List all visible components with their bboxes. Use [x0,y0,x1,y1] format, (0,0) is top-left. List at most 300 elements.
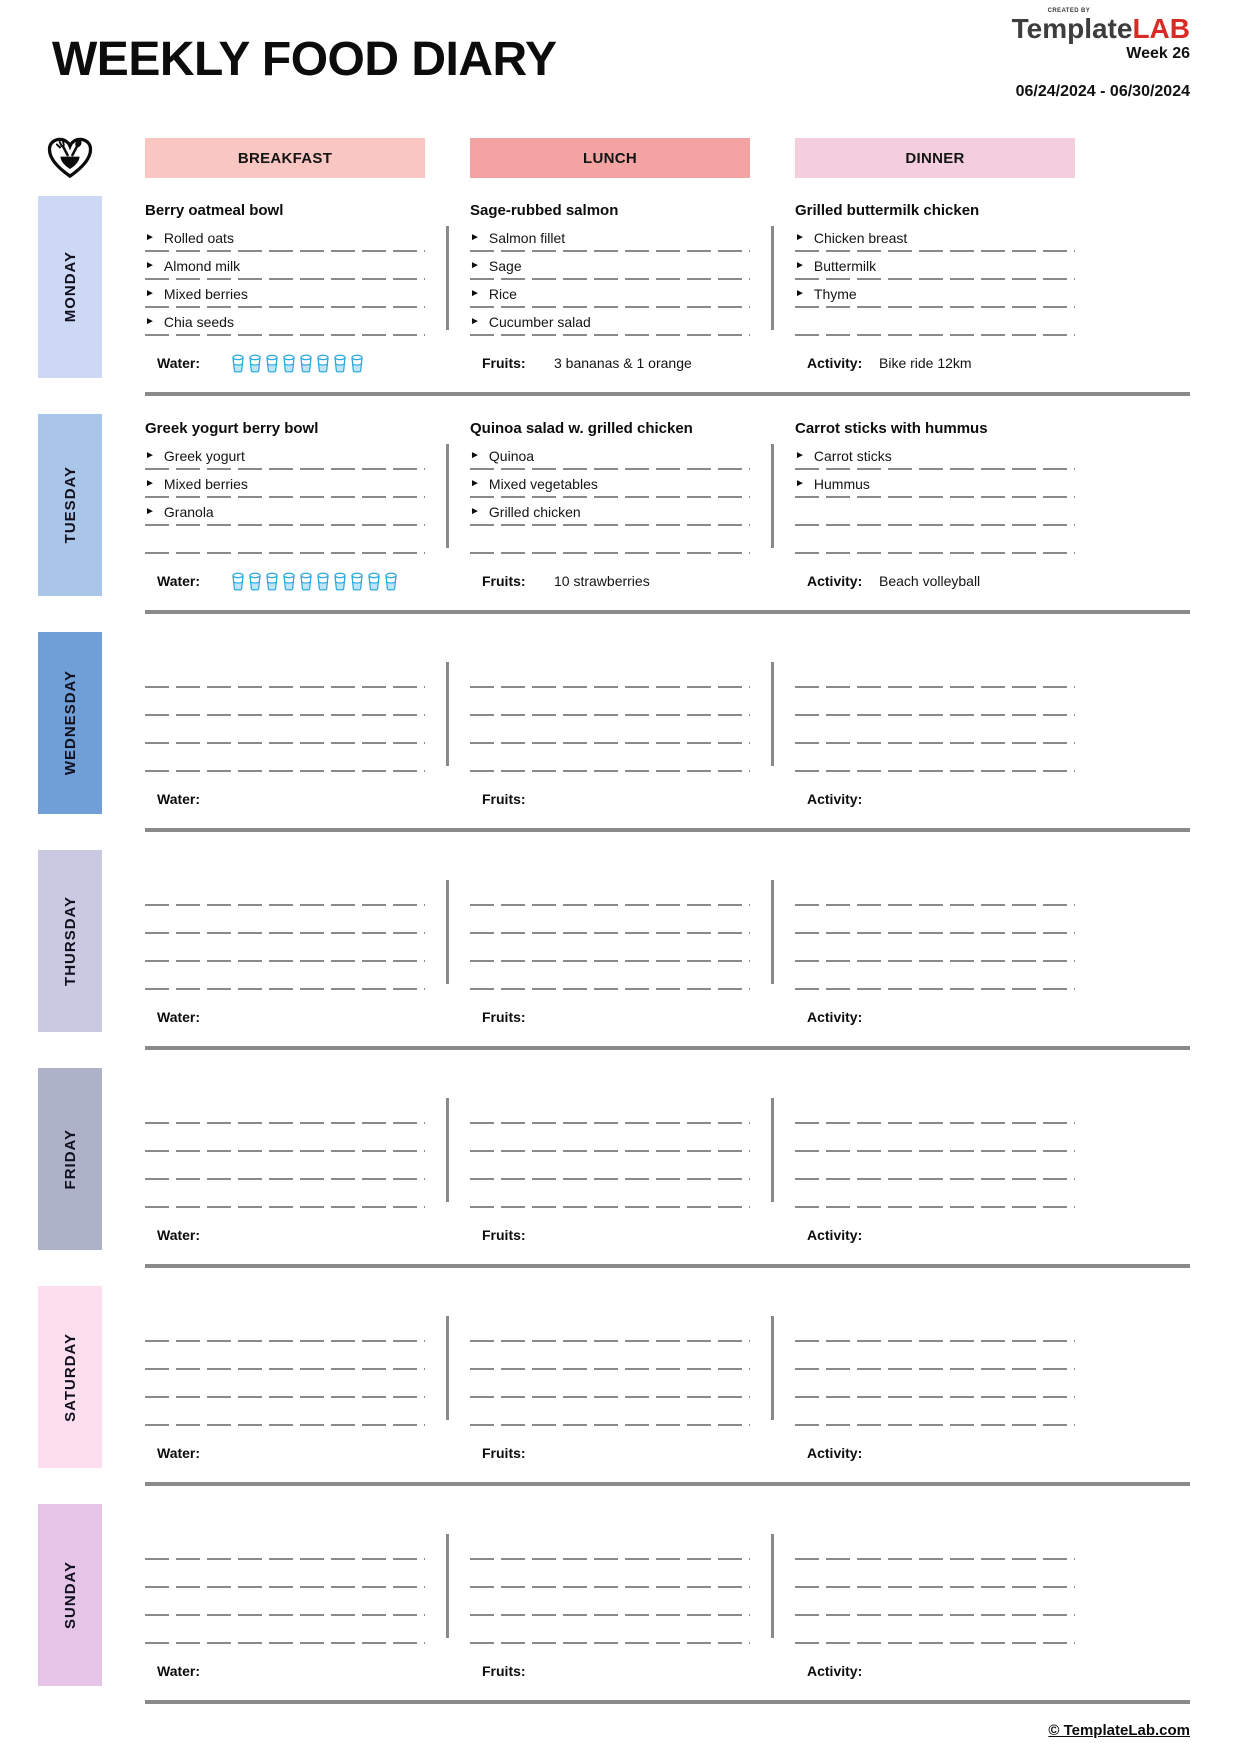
entry-line [470,526,750,554]
meal-title [795,1286,1075,1314]
bullet-icon: ► [470,288,480,299]
entry-line [145,1370,425,1398]
day-row-monday [38,196,1240,378]
water-glass-icon [282,354,296,373]
bullet-icon: ► [145,260,155,271]
entry-line [470,934,750,962]
day-divider [145,1046,1190,1050]
activity-label: Activity: [807,1663,863,1679]
day-content-sunday [145,1504,1240,1686]
entry-line [795,962,1075,990]
bullet-icon: ► [470,478,480,489]
day-name: MONDAY [61,251,79,323]
water-glass-icon [299,572,313,591]
column-separator [771,226,774,330]
entry-line [795,1398,1075,1426]
water-glasses [231,354,364,373]
day-name: SATURDAY [61,1332,79,1422]
entry-line [145,442,425,470]
water-label: Water: [157,791,201,807]
water-label: Water: [157,1009,201,1025]
meal-title [470,1068,750,1096]
meals-row [145,196,1240,336]
water-label: Water: [157,355,201,371]
meal-title [145,1504,425,1532]
entry-line [795,688,1075,716]
meal-cell-breakfast [145,850,425,990]
entry-line [470,1152,750,1180]
day-section-monday [38,196,1240,396]
meal-cell-lunch [470,1504,750,1644]
day-row-saturday [38,1286,1240,1468]
water-glass-icon [265,354,279,373]
column-separator [446,1098,449,1202]
meal-cell-breakfast [145,632,425,772]
water-glass-icon [231,354,245,373]
fruits-cell [470,1663,750,1679]
water-cell [145,1445,425,1461]
entry-line [470,744,750,772]
meal-cell-lunch [470,414,750,554]
fruits-value: 3 bananas & 1 orange [554,355,692,371]
activity-cell [795,1009,1075,1025]
column-separator [771,662,774,766]
water-glass-icon [282,572,296,591]
meal-cell-breakfast [145,1068,425,1208]
column-header-row [38,136,1240,180]
column-separator [771,1534,774,1638]
water-glass-icon [248,354,262,373]
entry-line [470,1588,750,1616]
meal-cell-lunch [470,632,750,772]
bullet-icon: ► [145,232,155,243]
activity-label: Activity: [807,355,863,371]
fruits-cell [470,791,750,807]
day-content-friday [145,1068,1240,1250]
column-separator [446,662,449,766]
day-summary-row [145,1656,1240,1686]
entry-line [470,660,750,688]
activity-label: Activity: [807,1445,863,1461]
entry-line [145,1314,425,1342]
day-section-tuesday [38,414,1240,614]
entry-line [470,1314,750,1342]
day-label-wednesday [38,632,102,814]
entry-line [795,280,1075,308]
day-summary-row [145,784,1240,814]
day-section-saturday [38,1286,1240,1486]
bullet-icon: ► [795,450,805,461]
heart-cell [38,137,102,179]
day-content-wednesday [145,632,1240,814]
templatelab-logo[interactable] [1011,8,1190,44]
bullet-icon: ► [795,288,805,299]
entry-line [470,442,750,470]
meal-cell-lunch [470,850,750,990]
entry-line [795,660,1075,688]
water-cell [145,1227,425,1243]
entry-line [145,1096,425,1124]
day-section-wednesday [38,632,1240,832]
column-header-lunch: LUNCH [470,138,750,178]
day-name: WEDNESDAY [61,670,79,776]
column-separator [771,880,774,984]
bullet-icon: ► [145,478,155,489]
meal-title [145,850,425,878]
entry-line [470,280,750,308]
bullet-icon: ► [795,232,805,243]
meal-cell-breakfast [145,196,425,336]
entry-line [145,1152,425,1180]
entry-line [470,1532,750,1560]
bullet-icon: ► [145,316,155,327]
entry-line [795,1532,1075,1560]
day-content-monday [145,196,1240,378]
day-label-monday [38,196,102,378]
column-separator [771,444,774,548]
column-separator [446,880,449,984]
meal-cell-dinner [795,1286,1075,1426]
entry-line [470,688,750,716]
entry-line [795,1616,1075,1644]
entry-line [145,1342,425,1370]
meal-title: Sage-rubbed salmon [470,201,619,219]
entry-line [795,744,1075,772]
meal-title [470,632,750,660]
activity-cell [795,791,1075,807]
item-text: Carrot sticks [813,448,892,464]
column-separator [446,226,449,330]
item-text: Cucumber salad [488,314,591,330]
entry-line [470,1342,750,1370]
meal-cell-lunch [470,1068,750,1208]
meal-cell-lunch [470,196,750,336]
water-glass-icon [384,572,398,591]
day-divider [145,1264,1190,1268]
water-glass-icon [350,354,364,373]
entry-line [470,224,750,252]
meal-title [795,1068,1075,1096]
column-separator [446,444,449,548]
bullet-icon: ► [470,232,480,243]
water-label: Water: [157,573,201,589]
entry-line [470,1096,750,1124]
day-content-tuesday [145,414,1240,596]
entry-line [795,1342,1075,1370]
entry-line [145,962,425,990]
meal-title: Quinoa salad w. grilled chicken [470,419,693,437]
water-glass-icon [350,572,364,591]
day-label-saturday [38,1286,102,1468]
water-glass-icon [316,354,330,373]
meal-title [470,1286,750,1314]
entry-line [470,308,750,336]
entry-line [795,1124,1075,1152]
meals-row [145,1504,1240,1644]
day-content-saturday [145,1286,1240,1468]
day-summary-row [145,566,1240,596]
day-divider [145,392,1190,396]
day-summary-row [145,348,1240,378]
entry-line [145,526,425,554]
day-section-friday [38,1068,1240,1268]
entry-line [795,1588,1075,1616]
bullet-icon: ► [795,260,805,271]
entry-line [145,688,425,716]
entry-line [795,934,1075,962]
activity-cell [795,1445,1075,1461]
bullet-icon: ► [470,450,480,461]
entry-line [795,1370,1075,1398]
header [38,8,1240,130]
fruits-cell [470,1009,750,1025]
fruits-cell [470,1227,750,1243]
entry-line [145,1532,425,1560]
fruits-cell [470,355,750,371]
entry-line [470,498,750,526]
water-glass-icon [248,572,262,591]
meal-title [470,850,750,878]
item-text: Thyme [813,286,857,302]
meal-cell-breakfast [145,1504,425,1644]
heart-cutlery-icon [47,137,93,179]
day-row-wednesday [38,632,1240,814]
entry-line [145,1560,425,1588]
entry-line [145,660,425,688]
entry-line [145,1616,425,1644]
fruits-label: Fruits: [482,355,526,371]
water-label: Water: [157,1227,201,1243]
meal-cell-breakfast [145,414,425,554]
item-text: Almond milk [163,258,241,274]
footer-link[interactable]: © TemplateLab.com [1048,1722,1190,1739]
water-cell [145,1663,425,1679]
entry-line [470,1616,750,1644]
meal-cell-lunch [470,1286,750,1426]
entry-line [470,716,750,744]
bullet-icon: ► [795,478,805,489]
day-row-tuesday [38,414,1240,596]
entry-line [145,934,425,962]
entry-line [795,470,1075,498]
entry-line [145,252,425,280]
bullet-icon: ► [145,506,155,517]
item-text: Salmon fillet [488,230,566,246]
day-section-sunday [38,1504,1240,1704]
entry-line [470,1398,750,1426]
day-divider [145,828,1190,832]
activity-cell [795,355,1075,371]
header-meta [1012,8,1190,130]
water-glass-icon [231,572,245,591]
item-text: Chia seeds [163,314,234,330]
item-text: Hummus [813,476,870,492]
day-label-friday [38,1068,102,1250]
entry-line [795,1152,1075,1180]
water-cell [145,791,425,807]
entry-line [145,1588,425,1616]
day-label-sunday [38,1504,102,1686]
entry-line [145,878,425,906]
water-glass-icon [265,572,279,591]
fruits-cell [470,573,750,589]
item-text: Chicken breast [813,230,908,246]
entry-line [795,1180,1075,1208]
day-row-thursday [38,850,1240,1032]
day-divider [145,1482,1190,1486]
day-summary-row [145,1220,1240,1250]
meal-cell-dinner [795,1068,1075,1208]
entry-line [145,1180,425,1208]
logo-brand-template: Template [1011,13,1133,44]
item-text: Greek yogurt [163,448,245,464]
entry-line [145,224,425,252]
entry-line [145,1124,425,1152]
activity-cell [795,573,1075,589]
day-label-thursday [38,850,102,1032]
water-cell [145,572,425,591]
item-text: Rice [488,286,517,302]
day-content-thursday [145,850,1240,1032]
item-text: Sage [488,258,522,274]
fruits-label: Fruits: [482,1663,526,1679]
entry-line [795,1314,1075,1342]
activity-value: Bike ride 12km [879,355,972,371]
item-text: Rolled oats [163,230,234,246]
entry-line [795,716,1075,744]
bullet-icon: ► [145,450,155,461]
fruits-label: Fruits: [482,573,526,589]
day-summary-row [145,1438,1240,1468]
meal-title: Grilled buttermilk chicken [795,201,980,219]
column-header-dinner: DINNER [795,138,1075,178]
meal-title [145,1286,425,1314]
bullet-icon: ► [470,260,480,271]
bullet-icon: ► [470,506,480,517]
item-text: Granola [163,504,214,520]
column-header-breakfast: BREAKFAST [145,138,425,178]
column-separator [446,1316,449,1420]
activity-cell [795,1227,1075,1243]
entry-line [795,498,1075,526]
item-text: Quinoa [488,448,535,464]
activity-label: Activity: [807,573,863,589]
meal-cell-dinner [795,632,1075,772]
entry-line [470,962,750,990]
meal-cell-dinner [795,414,1075,554]
day-summary-row [145,1002,1240,1032]
meal-title [145,632,425,660]
fruits-label: Fruits: [482,1445,526,1461]
day-name: SUNDAY [61,1561,79,1629]
entry-line [145,498,425,526]
item-text: Grilled chicken [488,504,581,520]
date-range: 06/24/2024 - 06/30/2024 [1015,83,1190,101]
activity-label: Activity: [807,1009,863,1025]
water-cell [145,354,425,373]
column-separator [446,1534,449,1638]
meal-title: Carrot sticks with hummus [795,419,988,437]
item-text: Mixed vegetables [488,476,598,492]
entry-line [145,744,425,772]
entry-line [795,1096,1075,1124]
meals-row [145,850,1240,990]
water-label: Water: [157,1445,201,1461]
entry-line [145,308,425,336]
item-text: Buttermilk [813,258,877,274]
entry-line [145,280,425,308]
days-container [38,196,1240,1704]
entry-line [145,1398,425,1426]
water-glass-icon [367,572,381,591]
meal-cell-dinner [795,1504,1075,1644]
meal-title: Berry oatmeal bowl [145,201,284,219]
meals-row [145,414,1240,554]
entry-line [470,470,750,498]
day-divider [145,1700,1190,1704]
bullet-icon: ► [470,316,480,327]
entry-line [470,1180,750,1208]
entry-line [470,1370,750,1398]
meal-cell-dinner [795,196,1075,336]
day-name: THURSDAY [61,896,79,986]
entry-line [795,308,1075,336]
meal-title [795,1504,1075,1532]
activity-cell [795,1663,1075,1679]
fruits-label: Fruits: [482,1009,526,1025]
water-cell [145,1009,425,1025]
column-separator [771,1316,774,1420]
meal-cell-breakfast [145,1286,425,1426]
entry-line [145,716,425,744]
day-divider [145,610,1190,614]
footer [145,1722,1190,1740]
entry-line [795,252,1075,280]
fruits-label: Fruits: [482,791,526,807]
activity-value: Beach volleyball [879,573,981,589]
item-text: Mixed berries [163,286,248,302]
meals-row [145,632,1240,772]
activity-label: Activity: [807,1227,863,1243]
entry-line [470,252,750,280]
logo-created-by-label: CREATED BY [1047,8,1091,14]
entry-line [795,1560,1075,1588]
fruits-value: 10 strawberries [554,573,650,589]
entry-line [470,1124,750,1152]
meals-row [145,1068,1240,1208]
day-name: FRIDAY [61,1128,79,1190]
water-glasses [231,572,398,591]
entry-line [470,878,750,906]
bullet-icon: ► [145,288,155,299]
meal-title [470,1504,750,1532]
day-row-friday [38,1068,1240,1250]
logo-brand-lab: LAB [1132,13,1190,44]
entry-line [795,442,1075,470]
page-title: WEEKLY FOOD DIARY [52,33,557,86]
meal-title [795,632,1075,660]
meals-row [145,1286,1240,1426]
entry-line [470,1560,750,1588]
day-section-thursday [38,850,1240,1050]
meal-cell-dinner [795,850,1075,990]
entry-line [795,906,1075,934]
meal-title [145,1068,425,1096]
entry-line [145,906,425,934]
fruits-label: Fruits: [482,1227,526,1243]
water-glass-icon [299,354,313,373]
activity-label: Activity: [807,791,863,807]
